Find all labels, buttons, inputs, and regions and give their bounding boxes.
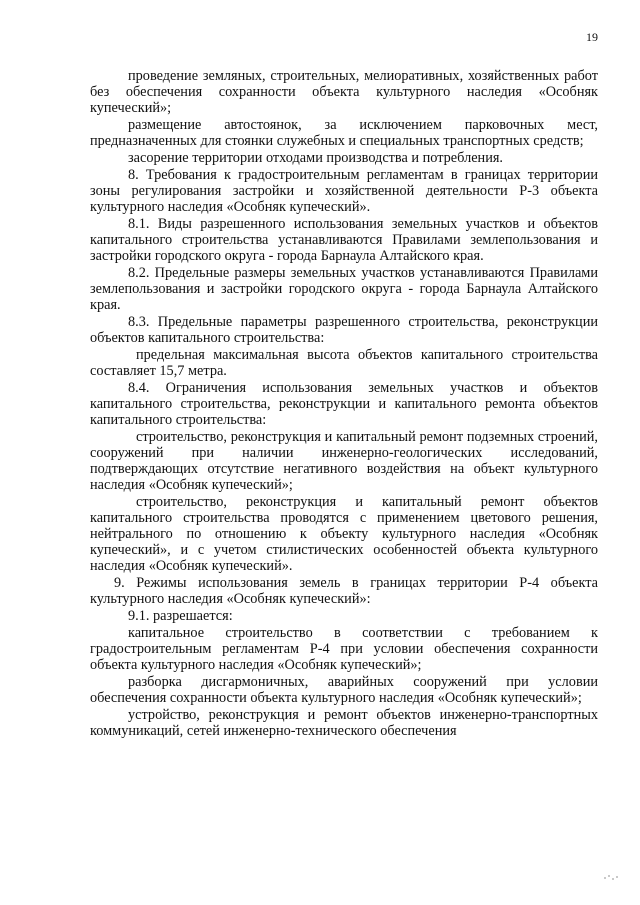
paragraph: 8.4. Ограничения использования земельных участков и объектов капитального строительства, реконструкции и капитального ремонта объектов капитального строительства: <box>90 380 598 428</box>
paragraph: 8. Требования к градостроительным регламентам в границах территории зоны регулирования застройки и хозяйственной деятельности Р-3 объекта культурного наследия «Особняк купеческий». <box>90 167 598 215</box>
paragraph: 8.1. Виды разрешенного использования земельных участков и объектов капитального строительства устанавливаются Правилами землепользования и застройки городского округа - города Барнаула Алтайского края. <box>90 216 598 264</box>
scan-smudge <box>604 874 620 880</box>
scan-dot <box>604 877 606 879</box>
paragraph: 9. Режимы использования земель в границах территории Р-4 объекта культурного наследия «Особняк купеческий»: <box>90 575 598 607</box>
paragraph: проведение земляных, строительных, мелиоративных, хозяйственных работ без обеспечения сохранности объекта культурного наследия «Особняк купеческий»; <box>90 68 598 116</box>
page-number: 19 <box>586 30 598 44</box>
paragraph: 9.1. разрешается: <box>128 608 233 624</box>
paragraph: устройство, реконструкция и ремонт объектов инженерно-транспортных коммуникаций, сетей инженерно-технического обеспечения <box>90 707 598 739</box>
scan-dot <box>608 875 610 877</box>
paragraph: 8.3. Предельные параметры разрешенного строительства, реконструкции объектов капитального строительства: <box>90 314 598 346</box>
document-body <box>90 68 598 740</box>
paragraph: капитальное строительство в соответствии с требованием к градостроительным регламентам Р-4 при условии обеспечения сохранности объекта культурного наследия «Особняк купеческий»; <box>90 625 598 673</box>
scan-dot <box>612 878 614 880</box>
scan-dot <box>616 876 618 878</box>
paragraph: разборка дисгармоничных, аварийных сооружений при условии обеспечения сохранности объекта культурного наследия «Особняк купеческий»; <box>90 674 598 706</box>
paragraph: 8.2. Предельные размеры земельных участков устанавливаются Правилами землепользования и застройки городского округа - города Барнаула Алтайского края. <box>90 265 598 313</box>
paragraph: строительство, реконструкция и капитальный ремонт подземных строений, сооружений при наличии инженерно-геологических исследований, подтверждающих отсутствие негативного воздействия на объект культурного наследия «Особняк купеческий»; <box>90 429 598 493</box>
paragraph: строительство, реконструкция и капитальный ремонт объектов капитального строительства проводятся с применением цветового решения, нейтрального по отношению к объекту культурного наследия «Особняк купеческий», и с учетом стилистических особенностей объекта культурного наследия «Особняк купеческий». <box>90 494 598 574</box>
paragraph: предельная максимальная высота объектов капитального строительства составляет 15,7 метра. <box>90 347 598 379</box>
paragraph: размещение автостоянок, за исключением парковочных мест, предназначенных для стоянки служебных и специальных транспортных средств; <box>90 117 598 149</box>
paragraph: засорение территории отходами производства и потребления. <box>128 150 504 166</box>
